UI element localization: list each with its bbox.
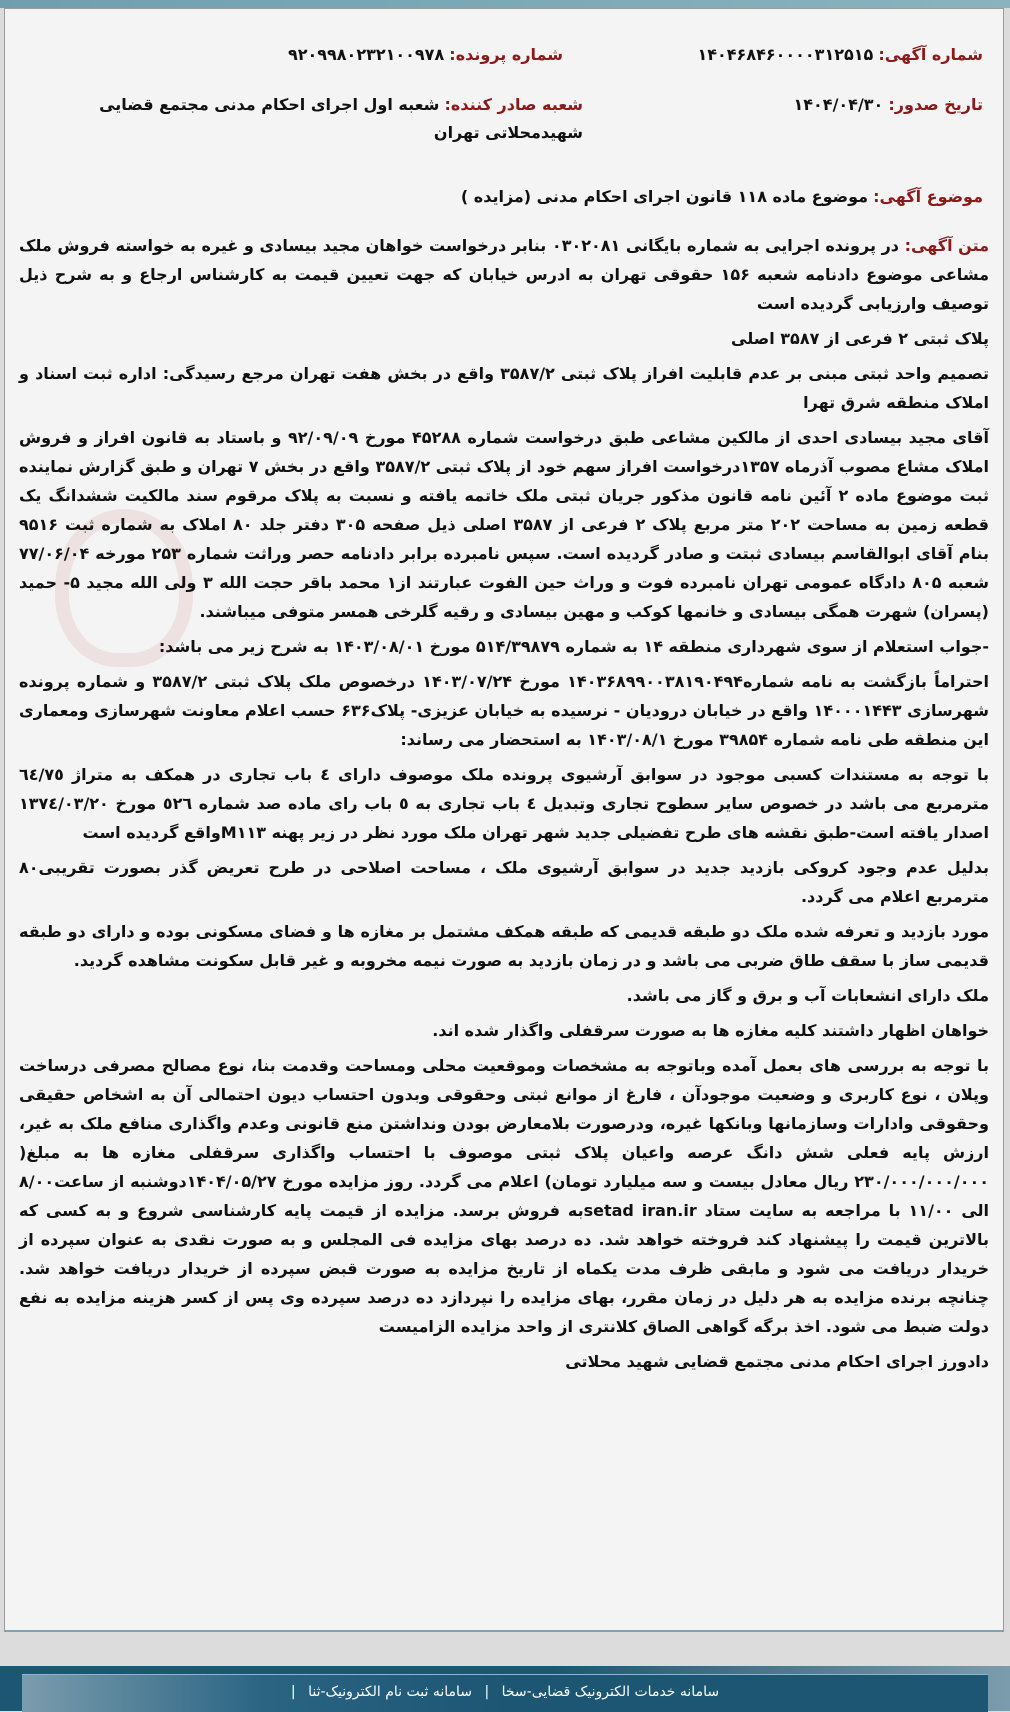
paragraph: ملک دارای انشعابات آب و برق و گاز می باشد. [626, 986, 989, 1005]
text-label: متن آگهی: [904, 236, 990, 255]
branch-value: شعبه اول اجرای احکام مدنی مجتمع قضایی شهیدمحلاتی تهران [99, 95, 583, 142]
file-number-value: ۹۲۰۹۹۸۰۲۳۲۱۰۰۹۷۸ [287, 45, 445, 64]
issue-date-field [794, 91, 984, 119]
top-bar [0, 0, 1010, 8]
file-number-label: شماره پرونده: [449, 45, 563, 64]
paragraph-text: در پرونده اجرایی به شماره بایگانی ۰۳۰۲۰۸۱ بنابر درخواست خواهان مجید بیسادی و غیره به خواسته فروش ملک مشاعی موضوع دادنامه شعبه ۱۵۶ حقوقی تهران به ادرس خیابان که جهت تعیین قیمت به کارشناس ارجاع و به شرح ذیل توصیف وارزیابی گردیده است [19, 236, 990, 313]
paragraph: آقای مجید بیسادی احدی از مالکین مشاعی طبق درخواست شماره ۴۵۲۸۸ مورخ ۹۲/۰۹/۰۹ و باستاد به قانون افراز و فروش املاک مشاع مصوب آذرماه ۱۳۵۷درخواست افراز سهم خود از پلاک ثبتی ۳۵۸۷/۲ واقع در بخش ۷ تهران و طبق گزارش نماینده ثبت موضوع ماده ۲ آئین نامه قانون مذکور جریان ثبتی ملک خاتمه یافته و نسبت به پلاک مرقوم سند مالکیت ششدانگ یک قطعه زمین به مساحت ۲۰۲ متر مربع پلاک ۲ فرعی از ۳۵۸۷ اصلی ذیل صفحه ۳۰۵ دفتر جلد ۸۰ املاک به شماره ثبت ۹۵۱۶ بنام آقای ابوالقاسم بیسادی ثبتت و صادر گردیده است. سپس نامبرده برابر دادنامه حصر وراثت شماره ۲۵۳ مورخه ۷۷/۰۶/۰۴ شعبه ۸۰۵ دادگاه عمومی تهران نامبرده فوت و وراث حین الفوت عبارتند از۱ محمد باقر حجت الله ۳ ولی الله مجید ۵- حمید (پسران) شهرت همگی بیسادی و خانمها کوکب و مهین بیسادی و رقیه گلرخی همسر متوفی میباشند. [19, 428, 990, 621]
subject-value: موضوع ماده ۱۱۸ قانون اجرای احکام مدنی (مزایده ) [460, 187, 869, 206]
paragraph: با توجه به بررسی های بعمل آمده وباتوجه به مشخصات وموقعیت محلی ومساحت وقدمت بنا، نوع مصالح مصرفی درساخت وپلان ، نوع کاربری و وضعیت موجودآن ، فارغ از موانع ثبتی وحقوقی وبدون احتساب دیون احتمالی آن به اشخاص حقیقی وحقوقی وادارات وسازمانها وبانکها غیره، ودرصورت بلامعارض بودن ونداشتن منع قانونی وعدم واگذاری منافع ملک به غیر، ارزش پایه فعلی شش دانگ عرصه واعیان پلاک ثبتی موصوف با احتساب واگذاری سرقفلی مغازه ها به مبلغ( ۲۳۰/۰۰۰/۰۰۰/۰۰۰ ریال معادل بیست و سه میلیارد تومان) اعلام می گردد. روز مزایده مورخ ۱۴۰۴/۰۵/۲۷دوشنبه از ساعت۸/۰۰ الی ۱۱/۰۰ با مراجعه به سایت ستاد setad iran.irبه فروش برسد. مزایده از قیمت پایه کارشناسی شروع و به کسی که بالاترین قیمت را پیشنهاد کند فروخته خواهد شد. ده درصد بهای مزایده فی المجلس و به صورت نقدی به عنوان سپرده از خریدار دریافت می شود و مابقی ظرف مدت یکماه از تاریخ مزایده به صورت قبض سپرده از خریدار دریافت خواهد شد. چنانچه برنده مزایده به هر دلیل در زمان مقرر، بهای مزایده را نپردازد ده درصد سپرده وی پس از کسر هزینه مزایده به نفع دولت ضبط می شود. اخذ برگه گواهی الصاق کلانتری از واحد مزایده الزامیست [19, 1056, 989, 1336]
footer-separator: | [484, 1684, 490, 1700]
notice-panel [4, 8, 1004, 1632]
paragraph [19, 231, 989, 318]
file-number-field [288, 41, 563, 69]
footer-links [22, 1674, 988, 1712]
ad-number-field [697, 41, 983, 69]
ad-number-label: شماره آگهی: [878, 45, 983, 64]
paragraph: احتراماً بازگشت به نامه شماره۱۴۰۳۶۸۹۹۰۰۳۸۱۹۰۴۹۴ مورخ ۱۴۰۳/۰۷/۲۴ درخصوص ملک پلاک ثبتی ۳۵۸۷/۲ و شماره پرونده شهرسازی ۱۴۰۰۰۱۴۴۳ واقع در خیابان درودیان - نرسیده به خیابان عزیزی- پلاک۶۳۶ حسب اعلام معاونت شهرسازی ومعماری این منطقه طی نامه شماره ۳۹۸۵۴ مورخ ۱۴۰۳/۰۸/۱ به استحضار می رساند: [19, 672, 990, 749]
ad-number-value: ۱۴۰۴۶۸۴۶۰۰۰۰۳۱۲۵۱۵ [697, 45, 874, 64]
footer-link-sana[interactable]: سامانه ثبت نام الکترونیک-ثنا [308, 1684, 472, 1700]
notice-body [19, 231, 989, 1382]
issue-date-value: ۱۴۰۴/۰۴/۳۰ [793, 95, 884, 114]
footer-separator: | [290, 1684, 296, 1700]
subject-label: موضوع آگهی: [873, 187, 983, 206]
branch-field [43, 91, 583, 147]
issue-date-label: تاریخ صدور: [888, 95, 983, 114]
paragraph: مورد بازدید و تعرفه شده ملک دو طبقه قدیمی که طبقه همکف مشتمل بر مغازه ها و فضای مسکونی بوده و دارای دو طبقه قدیمی ساز با سقف طاق ضربی می باشد و در زمان بازدید به صورت نیمه مخروبه و غیر قابل سکونت مشاهده گردید. [19, 922, 989, 970]
paragraph: بدلیل عدم وجود کروکی بازدید جدید در سوابق آرشیوی ملک ، مساحت اصلاحی در طرح تعریض گذر بصورت تقریبی۸۰ مترمربع اعلام می گردد. [19, 858, 989, 906]
signature-line: دادورز اجرای احکام مدنی مجتمع قضایی شهید محلاتی [565, 1352, 989, 1371]
paragraph: تصمیم واحد ثبتی مبنی بر عدم قابلیت افراز پلاک ثبتی ۳۵۸۷/۲ واقع در بخش هفت تهران مرجع رسیدگی: اداره ثبت اسناد و املاک منطقه شرق تهرا [19, 364, 989, 412]
paragraph: خواهان اظهار داشتند کلیه مغازه ها به صورت سرقفلی واگذار شده اند. [432, 1021, 989, 1040]
branch-label: شعبه صادر کننده: [444, 95, 583, 114]
footer [0, 1666, 1010, 1711]
paragraph: -جواب استعلام از سوی شهرداری منطقه ۱۴ به شماره ۵۱۴/۳۹۸۷۹ مورخ ۱۴۰۳/۰۸/۰۱ به شرح زیر می باشد: [158, 637, 989, 656]
paragraph: با توجه به مستندات کسبی موجود در سوابق آرشیوی پرونده ملک موصوف دارای ٤ باب تجاری در همکف به متراژ ٦٤/٧٥ مترمربع می باشد در خصوص سایر سطوح تجاری وتبدیل ٤ باب تجاری به ٥ باب رای ماده صد شماره ٥٢٦ مورخ ۱۳۷٤/۰۳/۲۰ اصدار یافته است-طبق نقشه های طرح تفضیلی جدید شهر تهران ملک مورد نظر در زیر پهنه M۱۱۳واقع گردیده است [19, 765, 989, 842]
paragraph: پلاک ثبتی ۲ فرعی از ۳۵۸۷ اصلی [731, 329, 989, 348]
footer-link-sakha[interactable]: سامانه خدمات الکترونیک قضایی-سخا [501, 1684, 720, 1700]
subject-field [461, 183, 983, 211]
